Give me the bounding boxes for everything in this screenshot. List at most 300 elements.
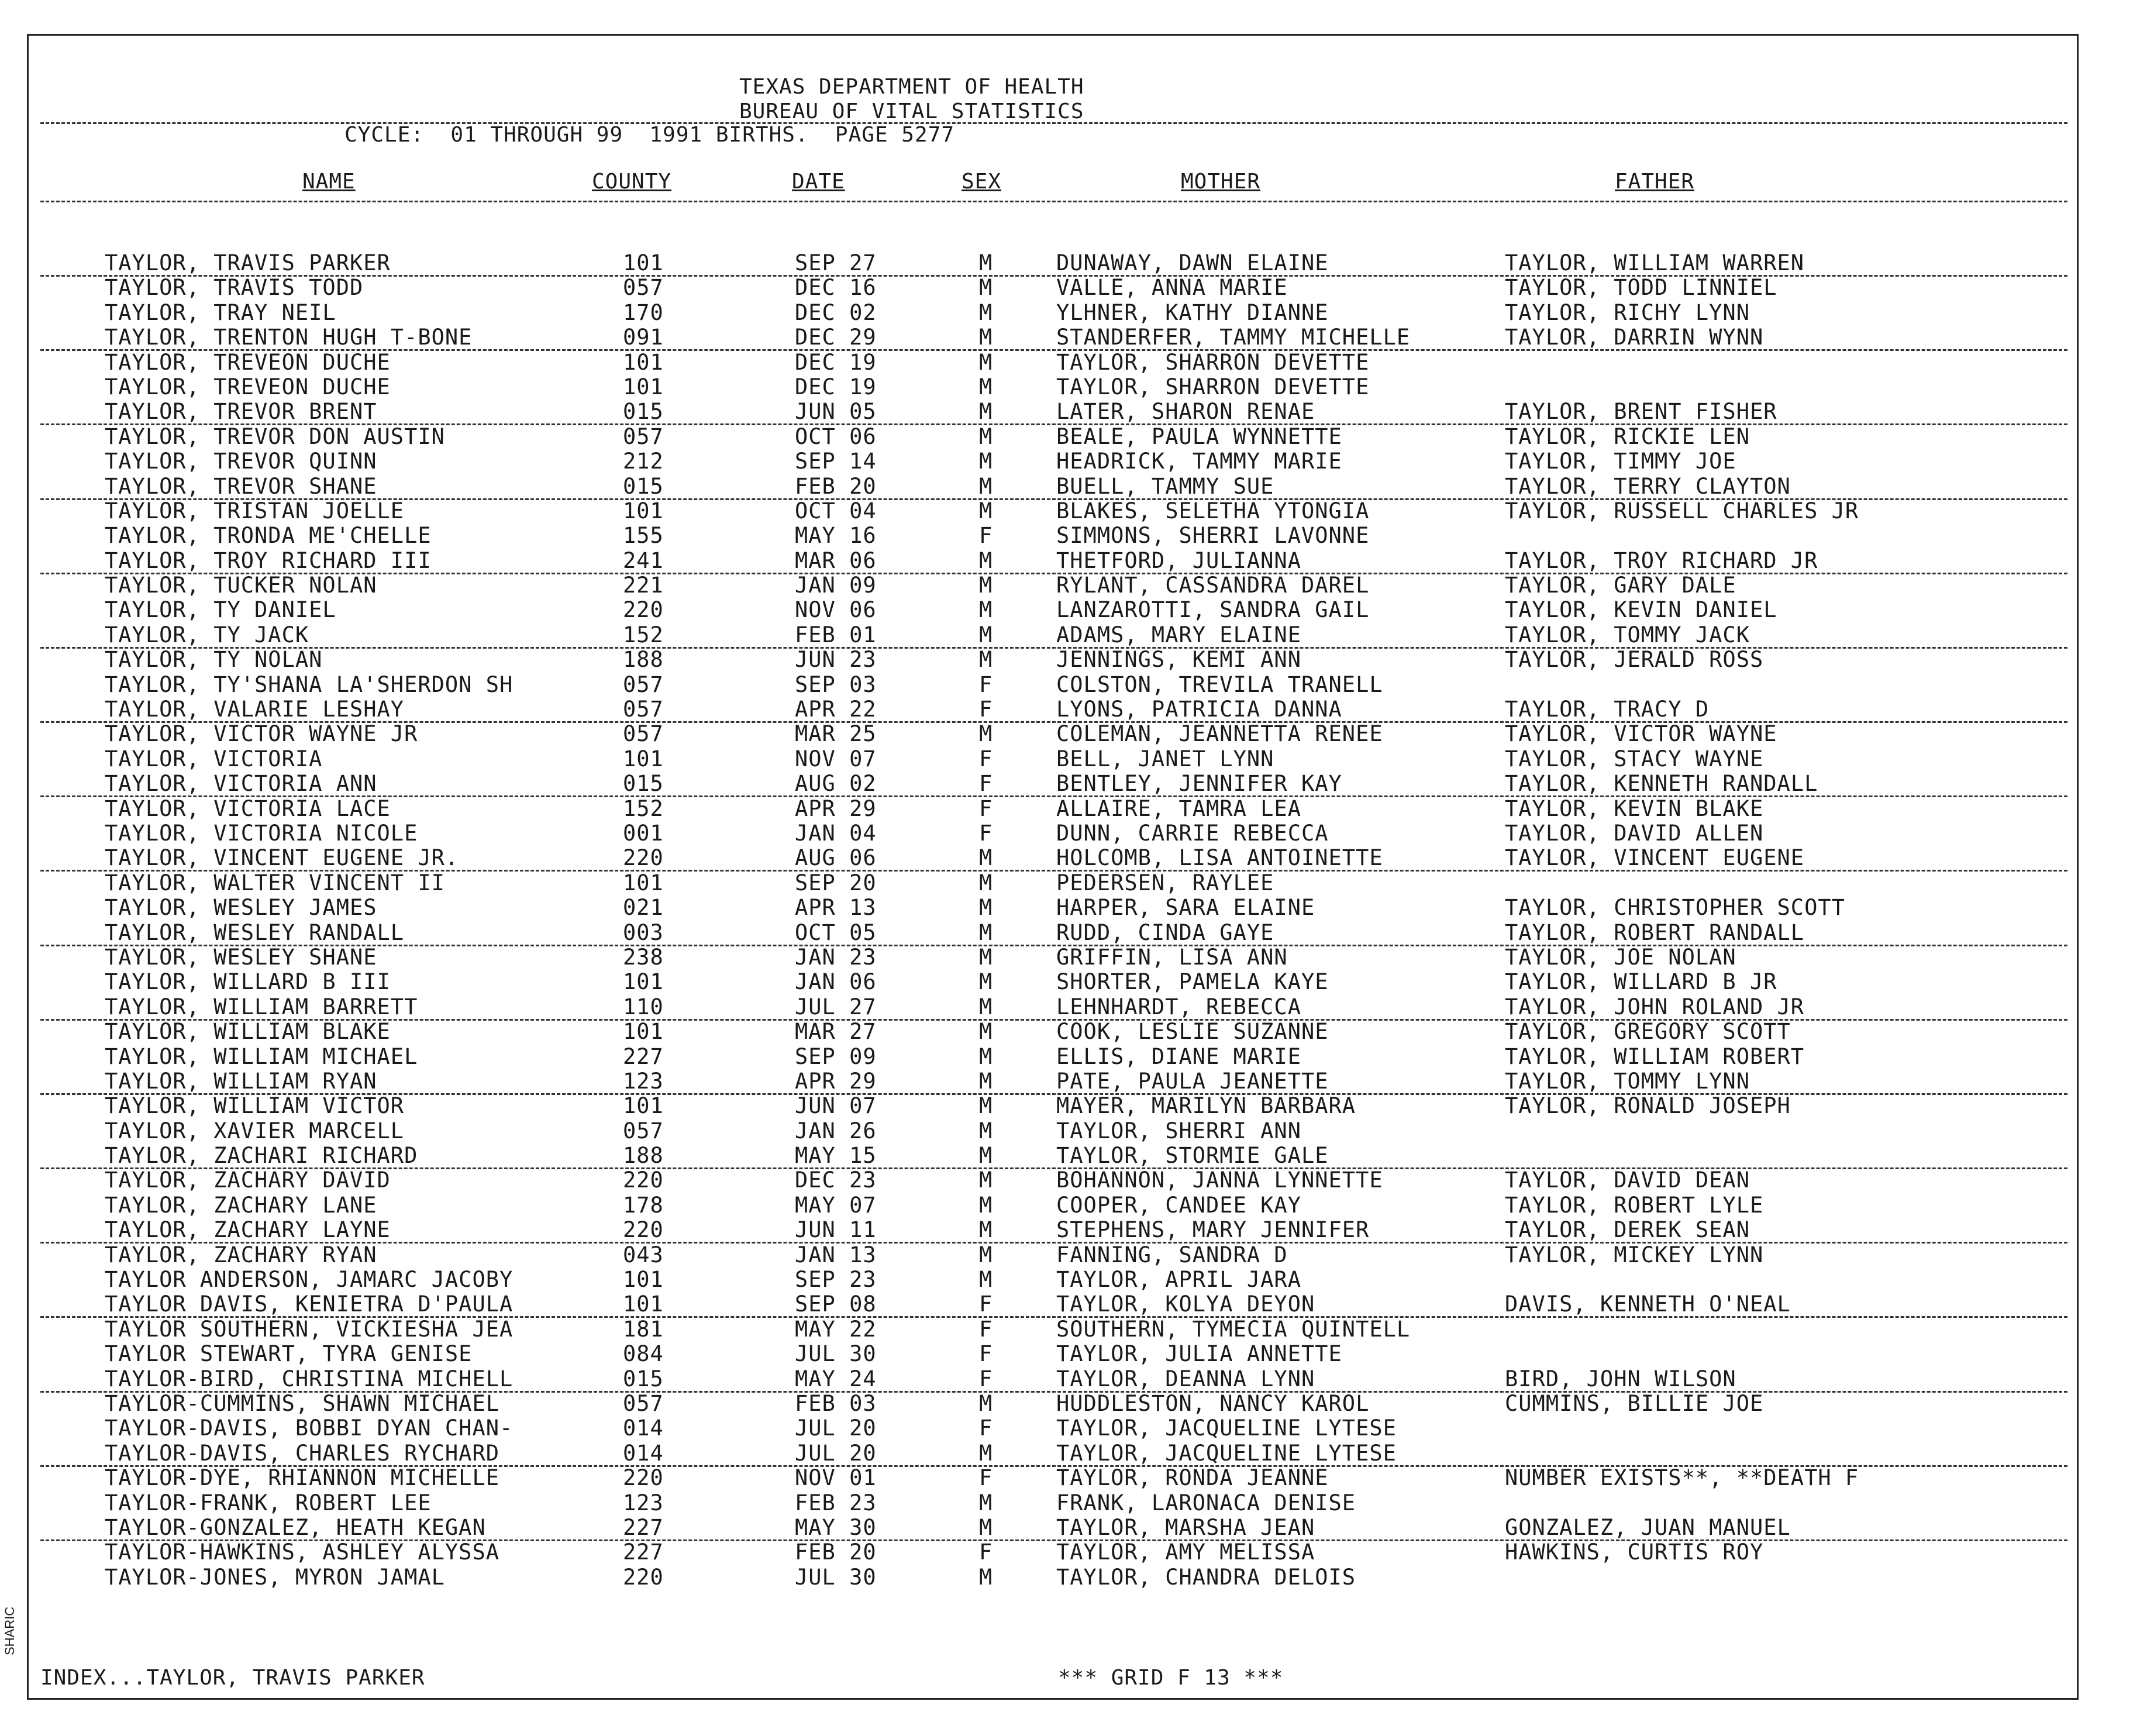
record-father: CUMMINS, BILLIE JOE xyxy=(1505,1390,1764,1416)
record-date: JAN 09 xyxy=(795,573,877,598)
record-father: TAYLOR, CHRISTOPHER SCOTT xyxy=(1505,895,1845,921)
record-county: 014 xyxy=(623,1440,664,1466)
record-name: TAYLOR, TY'SHANA LA'SHERDON SH xyxy=(105,671,514,697)
column-header-county: COUNTY xyxy=(592,170,672,194)
record-mother: TAYLOR, APRIL JARA xyxy=(1056,1267,1301,1293)
record-sex: M xyxy=(979,250,993,275)
record-county: 101 xyxy=(623,746,664,771)
record-name: TAYLOR-FRANK, ROBERT LEE xyxy=(105,1490,432,1515)
column-header-name: NAME xyxy=(302,170,356,194)
record-sex: M xyxy=(979,1267,993,1293)
record-county: 015 xyxy=(623,399,664,425)
record-sex: F xyxy=(979,820,993,846)
record-name: TAYLOR, TREVEON DUCHE xyxy=(105,349,391,375)
record-father: NUMBER EXISTS**, **DEATH F xyxy=(1505,1465,1859,1491)
footer-grid: *** GRID F 13 *** xyxy=(1058,1666,1284,1690)
record-row xyxy=(29,771,2077,796)
record-county: 014 xyxy=(623,1415,664,1441)
record-mother: STEPHENS, MARY JENNIFER xyxy=(1056,1217,1370,1243)
record-county: 101 xyxy=(623,1267,664,1293)
record-sex: M xyxy=(979,1093,993,1119)
record-father: TAYLOR, RONALD JOSEPH xyxy=(1505,1093,1791,1119)
record-row xyxy=(29,846,2077,870)
record-date: JUL 20 xyxy=(795,1415,877,1441)
record-row xyxy=(29,375,2077,399)
record-name: TAYLOR SOUTHERN, VICKIESHA JEA xyxy=(105,1316,514,1342)
record-father: TAYLOR, WILLIAM WARREN xyxy=(1505,250,1805,275)
record-county: 238 xyxy=(623,944,664,970)
record-name: TAYLOR-DAVIS, CHARLES RYCHARD xyxy=(105,1440,500,1466)
record-sex: F xyxy=(979,1415,993,1441)
record-father: TAYLOR, ROBERT LYLE xyxy=(1505,1192,1764,1218)
record-mother: LANZAROTTI, SANDRA GAIL xyxy=(1056,597,1370,623)
record-county: 101 xyxy=(623,349,664,375)
record-sex: F xyxy=(979,746,993,771)
record-row xyxy=(29,1218,2077,1242)
record-mother: TAYLOR, RONDA JEANNE xyxy=(1056,1465,1329,1491)
header-bureau: BUREAU OF VITAL STATISTICS xyxy=(739,99,1084,123)
record-row xyxy=(29,275,2077,300)
record-father: TAYLOR, GARY DALE xyxy=(1505,573,1736,598)
record-sex: F xyxy=(979,1291,993,1317)
record-date: SEP 20 xyxy=(795,870,877,895)
record-sex: F xyxy=(979,1465,993,1491)
record-row xyxy=(29,251,2077,275)
record-sex: M xyxy=(979,1514,993,1540)
record-date: DEC 19 xyxy=(795,374,877,399)
record-mother: TAYLOR, MARSHA JEAN xyxy=(1056,1514,1315,1540)
record-row xyxy=(29,797,2077,821)
record-mother: DUNN, CARRIE REBECCA xyxy=(1056,820,1329,846)
record-sex: M xyxy=(979,1019,993,1045)
record-father: TAYLOR, WILLARD B JR xyxy=(1505,969,1777,995)
record-mother: BELL, JANET LYNN xyxy=(1056,746,1274,771)
record-sex: M xyxy=(979,1217,993,1243)
record-mother: RYLANT, CASSANDRA DAREL xyxy=(1056,573,1370,598)
record-name: TAYLOR, TRAY NEIL xyxy=(105,299,336,325)
record-date: MAR 25 xyxy=(795,721,877,747)
record-county: 043 xyxy=(623,1242,664,1267)
record-name: TAYLOR, TREVOR DON AUSTIN xyxy=(105,423,445,449)
record-row xyxy=(29,921,2077,945)
record-date: MAY 16 xyxy=(795,523,877,549)
record-row xyxy=(29,970,2077,994)
record-sex: M xyxy=(979,573,993,598)
column-header-father: FATHER xyxy=(1615,170,1695,194)
record-name: TAYLOR, VICTORIA ANN xyxy=(105,771,377,797)
record-sex: F xyxy=(979,1341,993,1367)
record-mother: LYONS, PATRICIA DANNA xyxy=(1056,697,1342,722)
side-stamp: SHARIC xyxy=(2,1606,17,1655)
record-father: DAVIS, KENNETH O'NEAL xyxy=(1505,1291,1791,1317)
record-father: TAYLOR, KEVIN DANIEL xyxy=(1505,597,1777,623)
record-father: GONZALEZ, JUAN MANUEL xyxy=(1505,1514,1791,1540)
record-name: TAYLOR, TRAVIS PARKER xyxy=(105,250,391,275)
record-date: MAY 24 xyxy=(795,1366,877,1391)
record-row xyxy=(29,821,2077,846)
record-father: TAYLOR, DEREK SEAN xyxy=(1505,1217,1750,1243)
record-row xyxy=(29,523,2077,548)
record-sex: M xyxy=(979,895,993,921)
record-date: SEP 14 xyxy=(795,449,877,474)
record-row xyxy=(29,697,2077,722)
record-name: TAYLOR, WESLEY JAMES xyxy=(105,895,377,921)
record-mother: COOPER, CANDEE KAY xyxy=(1056,1192,1301,1218)
record-name: TAYLOR-HAWKINS, ASHLEY ALYSSA xyxy=(105,1539,500,1565)
record-sex: M xyxy=(979,1242,993,1267)
record-date: AUG 02 xyxy=(795,771,877,797)
record-father: TAYLOR, GREGORY SCOTT xyxy=(1505,1019,1791,1045)
record-date: JUN 11 xyxy=(795,1217,877,1243)
record-sex: M xyxy=(979,547,993,573)
record-row xyxy=(29,722,2077,746)
record-row xyxy=(29,647,2077,672)
record-county: 152 xyxy=(623,795,664,821)
record-county: 003 xyxy=(623,919,664,945)
record-mother: TAYLOR, SHARRON DEVETTE xyxy=(1056,374,1370,399)
record-name: TAYLOR-DYE, RHIANNON MICHELLE xyxy=(105,1465,500,1491)
record-date: FEB 03 xyxy=(795,1390,877,1416)
record-father: TAYLOR, ROBERT RANDALL xyxy=(1505,919,1805,945)
record-father: TAYLOR, TOMMY LYNN xyxy=(1505,1068,1750,1094)
record-name: TAYLOR, WILLIAM RYAN xyxy=(105,1068,377,1094)
record-row xyxy=(29,945,2077,970)
record-name: TAYLOR, TY JACK xyxy=(105,622,309,647)
record-mother: ADAMS, MARY ELAINE xyxy=(1056,622,1301,647)
record-county: 220 xyxy=(623,845,664,871)
record-date: DEC 19 xyxy=(795,349,877,375)
record-date: JAN 13 xyxy=(795,1242,877,1267)
record-mother: DUNAWAY, DAWN ELAINE xyxy=(1056,250,1329,275)
record-row xyxy=(29,1491,2077,1515)
record-date: DEC 23 xyxy=(795,1167,877,1193)
record-county: 101 xyxy=(623,1019,664,1045)
record-date: NOV 07 xyxy=(795,746,877,771)
record-county: 220 xyxy=(623,1167,664,1193)
record-name: TAYLOR, TRAVIS TODD xyxy=(105,275,364,301)
record-county: 101 xyxy=(623,1291,664,1317)
record-name: TAYLOR, TRONDA ME'CHELLE xyxy=(105,523,432,549)
record-name: TAYLOR, ZACHARY RYAN xyxy=(105,1242,377,1267)
record-county: 057 xyxy=(623,275,664,301)
record-sex: M xyxy=(979,1167,993,1193)
record-sex: M xyxy=(979,449,993,474)
record-father: TAYLOR, VINCENT EUGENE xyxy=(1505,845,1805,871)
record-date: APR 13 xyxy=(795,895,877,921)
record-name: TAYLOR, TREVOR SHANE xyxy=(105,473,377,499)
record-county: 110 xyxy=(623,994,664,1019)
record-name: TAYLOR, WILLIAM BLAKE xyxy=(105,1019,391,1045)
column-divider xyxy=(40,201,2067,202)
record-name: TAYLOR, ZACHARI RICHARD xyxy=(105,1143,418,1169)
record-county: 015 xyxy=(623,771,664,797)
record-father: TAYLOR, TOMMY JACK xyxy=(1505,622,1750,647)
record-row xyxy=(29,301,2077,325)
record-father: TAYLOR, TERRY CLAYTON xyxy=(1505,473,1791,499)
record-father: TAYLOR, VICTOR WAYNE xyxy=(1505,721,1777,747)
record-mother: YLHNER, KATHY DIANNE xyxy=(1056,299,1329,325)
record-row xyxy=(29,598,2077,622)
record-father: BIRD, JOHN WILSON xyxy=(1505,1366,1736,1391)
record-name: TAYLOR, VICTORIA xyxy=(105,746,323,771)
record-mother: COLEMAN, JEANNETTA RENEE xyxy=(1056,721,1383,747)
record-mother: COOK, LESLIE SUZANNE xyxy=(1056,1019,1329,1045)
record-date: JUN 07 xyxy=(795,1093,877,1119)
record-name: TAYLOR, ZACHARY LANE xyxy=(105,1192,377,1218)
record-row xyxy=(29,895,2077,920)
record-county: 057 xyxy=(623,423,664,449)
record-mother: HUDDLESTON, NANCY KAROL xyxy=(1056,1390,1370,1416)
record-sex: M xyxy=(979,275,993,301)
record-sex: M xyxy=(979,944,993,970)
record-row xyxy=(29,1441,2077,1466)
record-father: TAYLOR, RUSSELL CHARLES JR xyxy=(1505,498,1859,523)
record-county: 123 xyxy=(623,1490,664,1515)
record-county: 220 xyxy=(623,1465,664,1491)
record-father: TAYLOR, JERALD ROSS xyxy=(1505,647,1764,673)
record-mother: COLSTON, TREVILA TRANELL xyxy=(1056,671,1383,697)
record-name: TAYLOR, VICTORIA LACE xyxy=(105,795,391,821)
record-mother: SIMMONS, SHERRI LAVONNE xyxy=(1056,523,1370,549)
record-county: 181 xyxy=(623,1316,664,1342)
record-mother: BOHANNON, JANNA LYNNETTE xyxy=(1056,1167,1383,1193)
record-date: OCT 04 xyxy=(795,498,877,523)
record-row xyxy=(29,1045,2077,1069)
record-row xyxy=(29,499,2077,523)
record-county: 057 xyxy=(623,721,664,747)
record-father: TAYLOR, MICKEY LYNN xyxy=(1505,1242,1764,1267)
record-sex: F xyxy=(979,1366,993,1391)
record-name: TAYLOR, WESLEY SHANE xyxy=(105,944,377,970)
record-name: TAYLOR, WILLIAM BARRETT xyxy=(105,994,418,1019)
record-county: 221 xyxy=(623,573,664,598)
record-sex: M xyxy=(979,1192,993,1218)
record-row xyxy=(29,1391,2077,1416)
record-name: TAYLOR DAVIS, KENIETRA D'PAULA xyxy=(105,1291,514,1317)
record-sex: M xyxy=(979,919,993,945)
header-cycle: CYCLE: 01 THROUGH 99 1991 BIRTHS. PAGE 5277 xyxy=(344,123,954,147)
record-mother: STANDERFER, TAMMY MICHELLE xyxy=(1056,325,1411,350)
record-county: 227 xyxy=(623,1539,664,1565)
record-name: TAYLOR-GONZALEZ, HEATH KEGAN xyxy=(105,1514,486,1540)
record-father: HAWKINS, CURTIS ROY xyxy=(1505,1539,1764,1565)
record-county: 227 xyxy=(623,1514,664,1540)
record-father: TAYLOR, STACY WAYNE xyxy=(1505,746,1764,771)
record-date: FEB 20 xyxy=(795,473,877,499)
record-county: 123 xyxy=(623,1068,664,1094)
record-name: TAYLOR, VICTORIA NICOLE xyxy=(105,820,418,846)
record-row xyxy=(29,474,2077,499)
record-county: 101 xyxy=(623,870,664,895)
record-row xyxy=(29,1019,2077,1044)
record-county: 015 xyxy=(623,473,664,499)
record-sex: M xyxy=(979,1440,993,1466)
column-header-mother: MOTHER xyxy=(1181,170,1261,194)
record-name: TAYLOR STEWART, TYRA GENISE xyxy=(105,1341,473,1367)
record-name: TAYLOR, WALTER VINCENT II xyxy=(105,870,445,895)
record-date: DEC 16 xyxy=(795,275,877,301)
record-date: FEB 20 xyxy=(795,1539,877,1565)
record-county: 101 xyxy=(623,969,664,995)
records-list xyxy=(29,251,2077,1590)
record-name: TAYLOR, TREVEON DUCHE xyxy=(105,374,391,399)
record-row xyxy=(29,995,2077,1019)
record-sex: M xyxy=(979,622,993,647)
record-father: TAYLOR, JOE NOLAN xyxy=(1505,944,1736,970)
record-father: TAYLOR, WILLIAM ROBERT xyxy=(1505,1043,1805,1069)
record-mother: BLAKES, SELETHA YTONGIA xyxy=(1056,498,1370,523)
record-father: TAYLOR, RICKIE LEN xyxy=(1505,423,1750,449)
record-sex: M xyxy=(979,423,993,449)
record-row xyxy=(29,399,2077,424)
record-county: 188 xyxy=(623,1143,664,1169)
record-sex: M xyxy=(979,1043,993,1069)
record-row xyxy=(29,1069,2077,1094)
record-name: TAYLOR-BIRD, CHRISTINA MICHELL xyxy=(105,1366,514,1391)
record-mother: JENNINGS, KEMI ANN xyxy=(1056,647,1301,673)
record-father: TAYLOR, DAVID DEAN xyxy=(1505,1167,1750,1193)
header-department: TEXAS DEPARTMENT OF HEALTH xyxy=(739,75,1084,99)
record-date: FEB 01 xyxy=(795,622,877,647)
record-mother: ELLIS, DIANE MARIE xyxy=(1056,1043,1301,1069)
column-header-sex: SEX xyxy=(962,170,1002,194)
record-sex: F xyxy=(979,771,993,797)
record-mother: TAYLOR, JULIA ANNETTE xyxy=(1056,1341,1342,1367)
record-sex: M xyxy=(979,299,993,325)
record-row xyxy=(29,1317,2077,1342)
record-county: 057 xyxy=(623,1118,664,1143)
record-county: 170 xyxy=(623,299,664,325)
record-date: JUN 05 xyxy=(795,399,877,425)
record-father: TAYLOR, KEVIN BLAKE xyxy=(1505,795,1764,821)
record-row xyxy=(29,549,2077,573)
record-mother: HARPER, SARA ELAINE xyxy=(1056,895,1315,921)
record-name: TAYLOR, WILLIAM MICHAEL xyxy=(105,1043,418,1069)
record-sex: M xyxy=(979,845,993,871)
record-sex: M xyxy=(979,969,993,995)
record-mother: BUELL, TAMMY SUE xyxy=(1056,473,1274,499)
record-sex: M xyxy=(979,721,993,747)
record-mother: TAYLOR, JACQUELINE LYTESE xyxy=(1056,1440,1397,1466)
record-row xyxy=(29,1143,2077,1168)
record-row xyxy=(29,1565,2077,1590)
record-father: TAYLOR, TROY RICHARD JR xyxy=(1505,547,1818,573)
record-father: TAYLOR, DAVID ALLEN xyxy=(1505,820,1764,846)
record-county: 015 xyxy=(623,1366,664,1391)
record-sex: M xyxy=(979,1490,993,1515)
record-sex: M xyxy=(979,498,993,523)
record-date: SEP 08 xyxy=(795,1291,877,1317)
record-sex: M xyxy=(979,473,993,499)
record-sex: F xyxy=(979,523,993,549)
record-date: APR 22 xyxy=(795,697,877,722)
record-county: 101 xyxy=(623,1093,664,1119)
record-sex: M xyxy=(979,349,993,375)
record-sex: F xyxy=(979,697,993,722)
record-sex: M xyxy=(979,597,993,623)
record-sex: M xyxy=(979,994,993,1019)
record-mother: ALLAIRE, TAMRA LEA xyxy=(1056,795,1301,821)
record-name: TAYLOR, WILLARD B III xyxy=(105,969,391,995)
record-mother: THETFORD, JULIANNA xyxy=(1056,547,1301,573)
record-row xyxy=(29,1416,2077,1441)
document-page xyxy=(27,34,2079,1700)
footer-index: INDEX...TAYLOR, TRAVIS PARKER xyxy=(40,1666,425,1690)
record-row xyxy=(29,425,2077,449)
record-row xyxy=(29,1367,2077,1391)
record-mother: HEADRICK, TAMMY MARIE xyxy=(1056,449,1342,474)
record-father: TAYLOR, TIMMY JOE xyxy=(1505,449,1736,474)
record-date: JUL 20 xyxy=(795,1440,877,1466)
record-mother: TAYLOR, DEANNA LYNN xyxy=(1056,1366,1315,1391)
record-date: MAR 27 xyxy=(795,1019,877,1045)
record-father: TAYLOR, DARRIN WYNN xyxy=(1505,325,1764,350)
record-mother: TAYLOR, KOLYA DEYON xyxy=(1056,1291,1315,1317)
record-mother: FRANK, LARONACA DENISE xyxy=(1056,1490,1356,1515)
record-row xyxy=(29,449,2077,474)
record-name: TAYLOR-CUMMINS, SHAWN MICHAEL xyxy=(105,1390,500,1416)
record-date: AUG 06 xyxy=(795,845,877,871)
record-row xyxy=(29,325,2077,350)
record-county: 057 xyxy=(623,671,664,697)
record-father: TAYLOR, RICHY LYNN xyxy=(1505,299,1750,325)
record-name: TAYLOR-DAVIS, BOBBI DYAN CHAN- xyxy=(105,1415,514,1441)
record-county: 057 xyxy=(623,1390,664,1416)
record-date: JUL 30 xyxy=(795,1564,877,1590)
record-name: TAYLOR, VINCENT EUGENE JR. xyxy=(105,845,459,871)
record-row xyxy=(29,1193,2077,1218)
record-date: NOV 01 xyxy=(795,1465,877,1491)
record-row xyxy=(29,1292,2077,1317)
record-date: JAN 06 xyxy=(795,969,877,995)
record-date: JUL 27 xyxy=(795,994,877,1019)
record-date: DEC 29 xyxy=(795,325,877,350)
record-row xyxy=(29,1540,2077,1565)
record-father: TAYLOR, BRENT FISHER xyxy=(1505,399,1777,425)
record-sex: F xyxy=(979,1539,993,1565)
record-date: JAN 04 xyxy=(795,820,877,846)
record-date: FEB 23 xyxy=(795,1490,877,1515)
record-name: TAYLOR, VICTOR WAYNE JR xyxy=(105,721,418,747)
record-name: TAYLOR, TRISTAN JOELLE xyxy=(105,498,405,523)
record-county: 220 xyxy=(623,597,664,623)
record-row xyxy=(29,350,2077,375)
record-mother: TAYLOR, AMY MELISSA xyxy=(1056,1539,1315,1565)
record-mother: TAYLOR, CHANDRA DELOIS xyxy=(1056,1564,1356,1590)
record-sex: F xyxy=(979,795,993,821)
record-county: 057 xyxy=(623,697,664,722)
record-mother: PEDERSEN, RAYLEE xyxy=(1056,870,1274,895)
record-sex: M xyxy=(979,870,993,895)
record-sex: M xyxy=(979,325,993,350)
record-name: TAYLOR, TREVOR BRENT xyxy=(105,399,377,425)
record-county: 101 xyxy=(623,374,664,399)
record-county: 212 xyxy=(623,449,664,474)
record-mother: FANNING, SANDRA D xyxy=(1056,1242,1288,1267)
record-date: SEP 09 xyxy=(795,1043,877,1069)
record-county: 178 xyxy=(623,1192,664,1218)
record-mother: TAYLOR, SHARRON DEVETTE xyxy=(1056,349,1370,375)
record-row xyxy=(29,1094,2077,1118)
record-mother: BEALE, PAULA WYNNETTE xyxy=(1056,423,1342,449)
record-date: SEP 27 xyxy=(795,250,877,275)
record-county: 227 xyxy=(623,1043,664,1069)
record-mother: MAYER, MARILYN BARBARA xyxy=(1056,1093,1356,1119)
record-county: 188 xyxy=(623,647,664,673)
record-father: TAYLOR, TODD LINNIEL xyxy=(1505,275,1777,301)
record-sex: F xyxy=(979,671,993,697)
record-date: JUN 23 xyxy=(795,647,877,673)
